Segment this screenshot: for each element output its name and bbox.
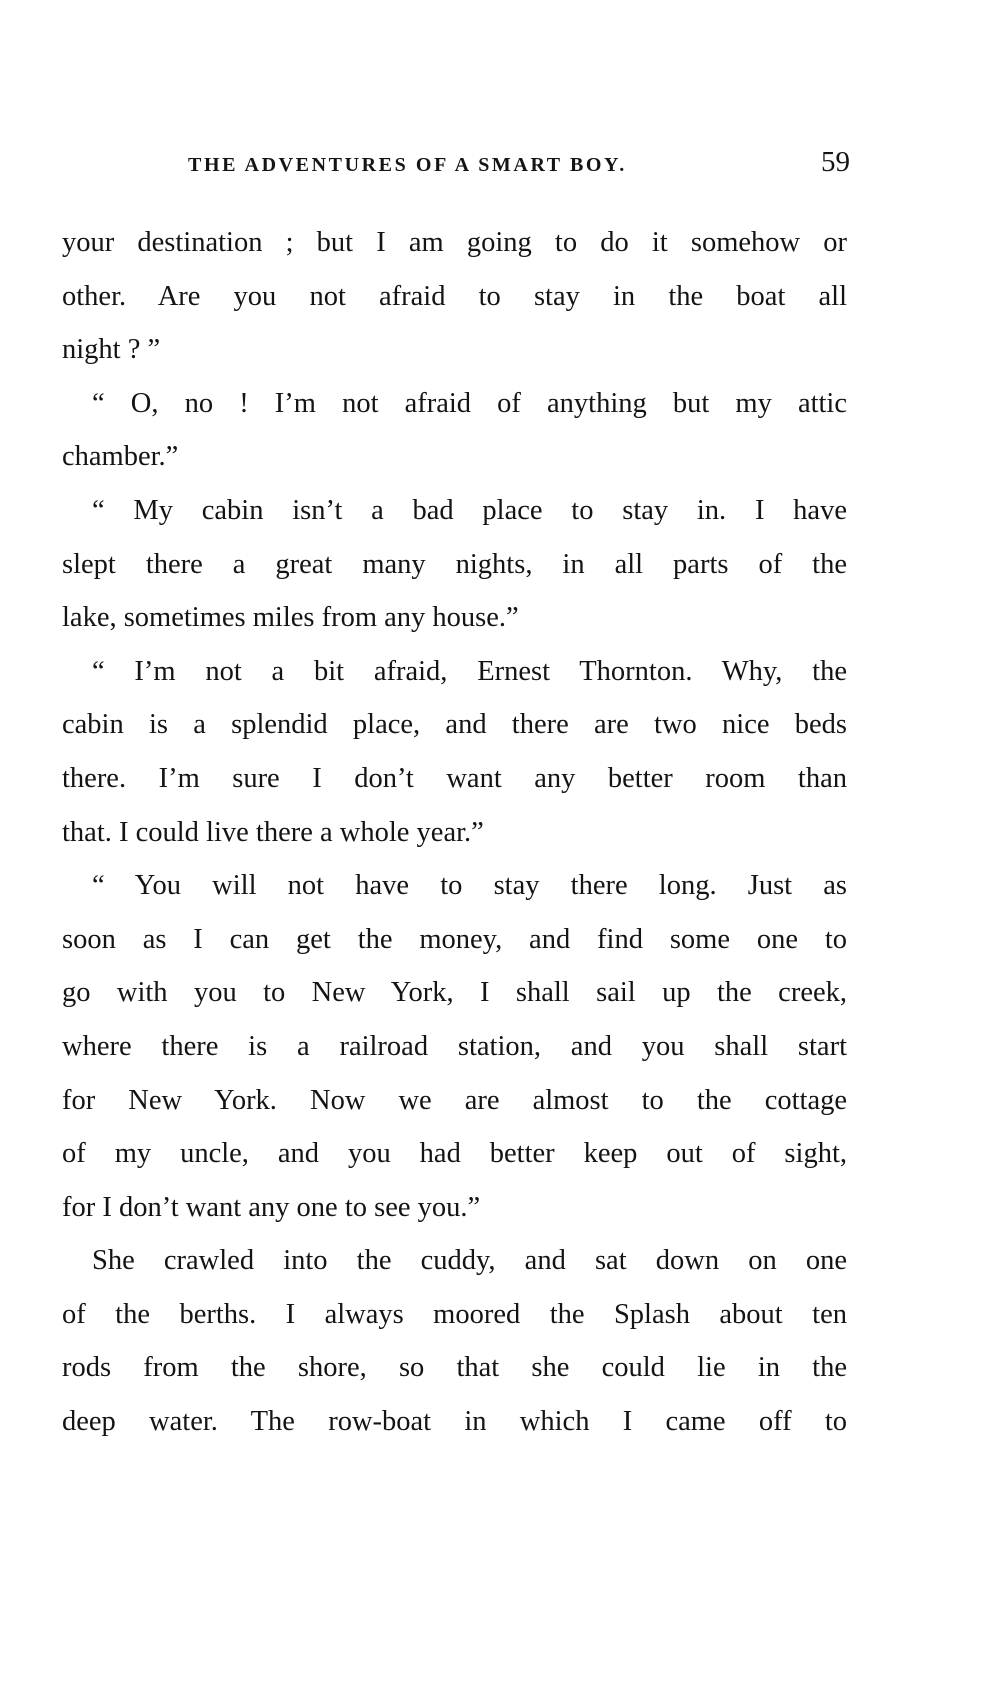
text-line: there. I’m sure I don’t want any better room than	[62, 762, 847, 794]
text-line: chamber.”	[62, 441, 179, 473]
body-text	[62, 216, 847, 1449]
text-line: other. Are you not afraid to stay in the boat all	[62, 280, 847, 312]
running-title: THE ADVENTURES OF A SMART BOY.	[188, 154, 627, 176]
text-line: slept there a great many nights, in all parts of the	[62, 548, 847, 580]
text-line: soon as I can get the money, and find some one to	[62, 923, 847, 955]
text-line: rods from the shore, so that she could lie in the	[62, 1352, 847, 1384]
text-line: cabin is a splendid place, and there are two nice beds	[62, 709, 847, 741]
running-head	[60, 146, 850, 186]
text-line: “ You will not have to stay there long. Just as	[92, 870, 847, 902]
text-line: night ? ”	[62, 334, 161, 366]
text-line: for New York. Now we are almost to the cottage	[62, 1084, 847, 1116]
text-line: of the berths. I always moored the Splash about ten	[62, 1298, 847, 1330]
page-number: 59	[821, 146, 850, 178]
text-line: deep water. The row-boat in which I came off to	[62, 1406, 847, 1438]
text-line: your destination ; but I am going to do it somehow or	[62, 227, 847, 258]
text-line: that. I could live there a whole year.”	[62, 816, 484, 848]
text-line: of my uncle, and you had better keep out of sight,	[62, 1138, 847, 1170]
text-line: “ O, no ! I’m not afraid of anything but my attic	[92, 387, 847, 419]
text-line: “ I’m not a bit afraid, Ernest Thornton. Why, the	[92, 655, 847, 687]
text-line: She crawled into the cuddy, and sat down on one	[92, 1245, 847, 1277]
text-line: for I don’t want any one to see you.”	[62, 1191, 481, 1223]
text-line: go with you to New York, I shall sail up the creek,	[62, 977, 847, 1009]
text-line: “ My cabin isn’t a bad place to stay in. I have	[92, 494, 847, 526]
text-line: where there is a railroad station, and you shall start	[62, 1030, 847, 1062]
text-line: lake, sometimes miles from any house.”	[62, 602, 519, 634]
